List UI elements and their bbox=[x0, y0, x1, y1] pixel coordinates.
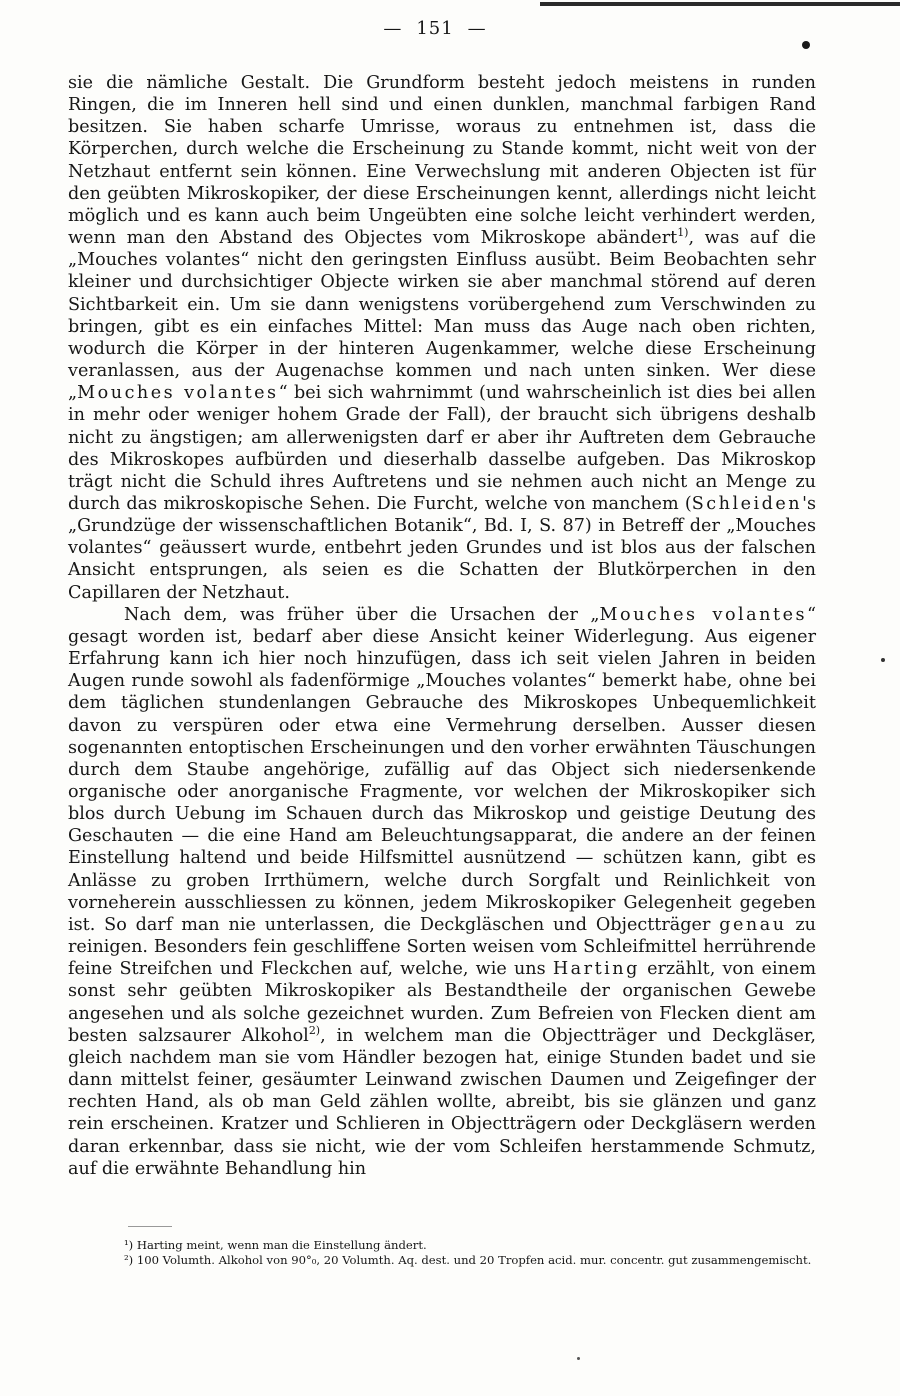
paragraph-2-text-c: zu reinigen. Besonders fein geschliffene Sorten weisen vom Schleifmittel herrührende feine Streifchen und Fleckchen auf, welche, wie uns bbox=[68, 914, 816, 980]
emphasis-mouches-volantes: Mouches volantes bbox=[77, 383, 279, 404]
top-rule bbox=[540, 2, 900, 6]
paragraph-2-text-e: , in welchem man die Objectträger und Deckgläser, gleich nachdem man sie vom Händler bezogen hat, einige Stunden badet und sie dann mittelst feiner, gesäumter Leinwand zwischen Daumen und Zeigefinger der rechten Hand, als ob man Geld zählen wollte, abreibt, bis sie glänzen und ganz rein erscheinen. Kratzer und Schlieren in Objectträgern oder Deckgläsern werden daran erkennbar, dass sie nicht, wie der vom Schleifen herstammende Schmutz, auf die erwähnte Behandlung hin bbox=[68, 1025, 816, 1179]
paragraph-1-text-b: , was auf die „Mouches volantes“ nicht den geringsten Einfluss ausübt. Beim Beobachten sehr kleiner und durchsichtiger Objecte wirken sie aber manchmal störend auf deren Sichtbarkeit ein. Um sie dann wenigstens vorübergehend zum Verschwinden zu bringen, gibt es ein einfaches Mittel: Man muss das Auge nach oben richten, wodurch die Körper in der hinteren Augenkammer, welche diese Erscheinung veranlassen, aus der Augenachse kommen und nach unten sinken. Wer diese „ bbox=[68, 228, 816, 404]
header-dash-left: — bbox=[383, 18, 403, 39]
footnote-ref-1: 1) bbox=[677, 226, 689, 240]
paragraph-1 bbox=[68, 72, 816, 604]
emphasis-schleiden: Schleiden bbox=[691, 493, 803, 514]
ink-speck bbox=[881, 658, 885, 662]
paragraph-2-text-b: “ gesagt worden ist, bedarf aber diese Ansicht keiner Widerlegung. Aus eigener Erfahrung kann ich hier noch hinzufügen, dass ich seit vielen Jahren in beiden Augen runde sowohl als fadenförmige „Mouches volantes“ bemerkt habe, ohne bei dem täglichen stundenlangen Gebrauche des Mikroskopes Unbequemlichkeit davon zu verspüren oder etwa eine Vermehrung derselben. Ausser diesen sogenannten entoptischen Erscheinungen und den vorher erwähnten Täuschungen durch dem Staube angehörige, zufällig auf das Object sich niedersenkende organische oder anorganische Fragmente, vor welchen der Mikroskopiker sich blos durch Uebung im Schauen durch das Mikroskop und geistige Deutung des Geschauten — die eine Hand am Beleuchtungsapparat, die andere an der feinen Einstellung haltend und beide Hilfsmittel ausnützend — schützen kann, gibt es Anlässe zu groben Irrthümern, welche durch Sorgfalt und Reinlichkeit von vorneherein ausschliessen zu können, jedem Mikroskopiker Gelegenheit gegeben ist. So darf man nie unterlassen, die Deckgläschen und Objectträger bbox=[68, 604, 817, 935]
header-dash-right: — bbox=[467, 18, 487, 39]
page-number: 151 bbox=[416, 18, 454, 39]
paragraph-2 bbox=[68, 604, 816, 1180]
paragraph-2-text-a: Nach dem, was früher über die Ursachen der „ bbox=[124, 604, 600, 625]
footnote-ref-2: 2) bbox=[308, 1023, 321, 1037]
paragraph-1-text-a: sie die nämliche Gestalt. Die Grundform besteht jedoch meistens in runden Ringen, die im Inneren hell sind und einen dunklen, manchmal farbigen Rand besitzen. Sie haben scharfe Umrisse, woraus zu entnehmen ist, dass die Körperchen, durch welche die Erscheinung zu Stande kommt, nicht weit von der Netzhaut entfernt sein können. Eine Verwechslung mit anderen Objecten ist für den geübten Mikroskopiker, der diese Erscheinungen kennt, allerdings nicht leicht möglich und es kann auch beim Ungeübten eine solche leicht verhindert werden, wenn man den Abstand des Objectes vom Mikroskope abändert bbox=[68, 73, 816, 249]
emphasis-harting: Harting bbox=[552, 959, 640, 980]
footnote-rule bbox=[128, 1226, 172, 1227]
ink-speck bbox=[802, 41, 810, 49]
emphasis-mouches-volantes: Mouches volantes bbox=[599, 604, 808, 625]
ink-speck bbox=[577, 1357, 580, 1360]
paragraph-1-text-d: 's „Grundzüge der wissenschaftlichen Botanik“, Bd. I, S. 87) in Betreff der „Mouches volantes“ geäussert wurde, entbehrt jeden Grundes und ist blos aus der falschen Ansicht entsprungen, als seien es die Schatten der Blutkörperchen in den Capillaren der Netzhaut. bbox=[68, 493, 816, 603]
paragraph-1-text-c: “ bei sich wahrnimmt (und wahrscheinlich ist dies bei allen in mehr oder weniger hohem Grade der Fall), der braucht sich übrigens deshalb nicht zu ängstigen; am allerwenigsten darf er aber ihr Auftreten dem Gebrauche des Mikroskopes aufbürden und dieserhalb dasselbe aufgeben. Das Mikroskop trägt nicht die Schuld ihres Auftretens und sie nehmen auch nicht an Menge zu durch das mikroskopische Sehen. Die Furcht, welche von manchem ( bbox=[68, 383, 816, 514]
page-header bbox=[0, 18, 870, 39]
footnote-2: ²) 100 Volumth. Alkohol von 90°₀, 20 Volumth. Aq. dest. und 20 Tropfen acid. mur. concentr. gut zusammengemischt. bbox=[124, 1253, 812, 1268]
emphasis-genau: genau bbox=[719, 914, 787, 935]
body-text bbox=[68, 72, 816, 1180]
footnote-1: ¹) Harting meint, wenn man die Einstellung ändert. bbox=[124, 1238, 427, 1252]
paragraph-2-text-d: erzählt, von einem sonst sehr geübten Mikroskopiker als Bestandtheile der organischen Gewebe angesehen und als solche gezeichnet wurden. Zum Befreien von Flecken dient am besten salzsaurer Alkohol bbox=[68, 959, 816, 1046]
footnotes bbox=[68, 1238, 816, 1268]
